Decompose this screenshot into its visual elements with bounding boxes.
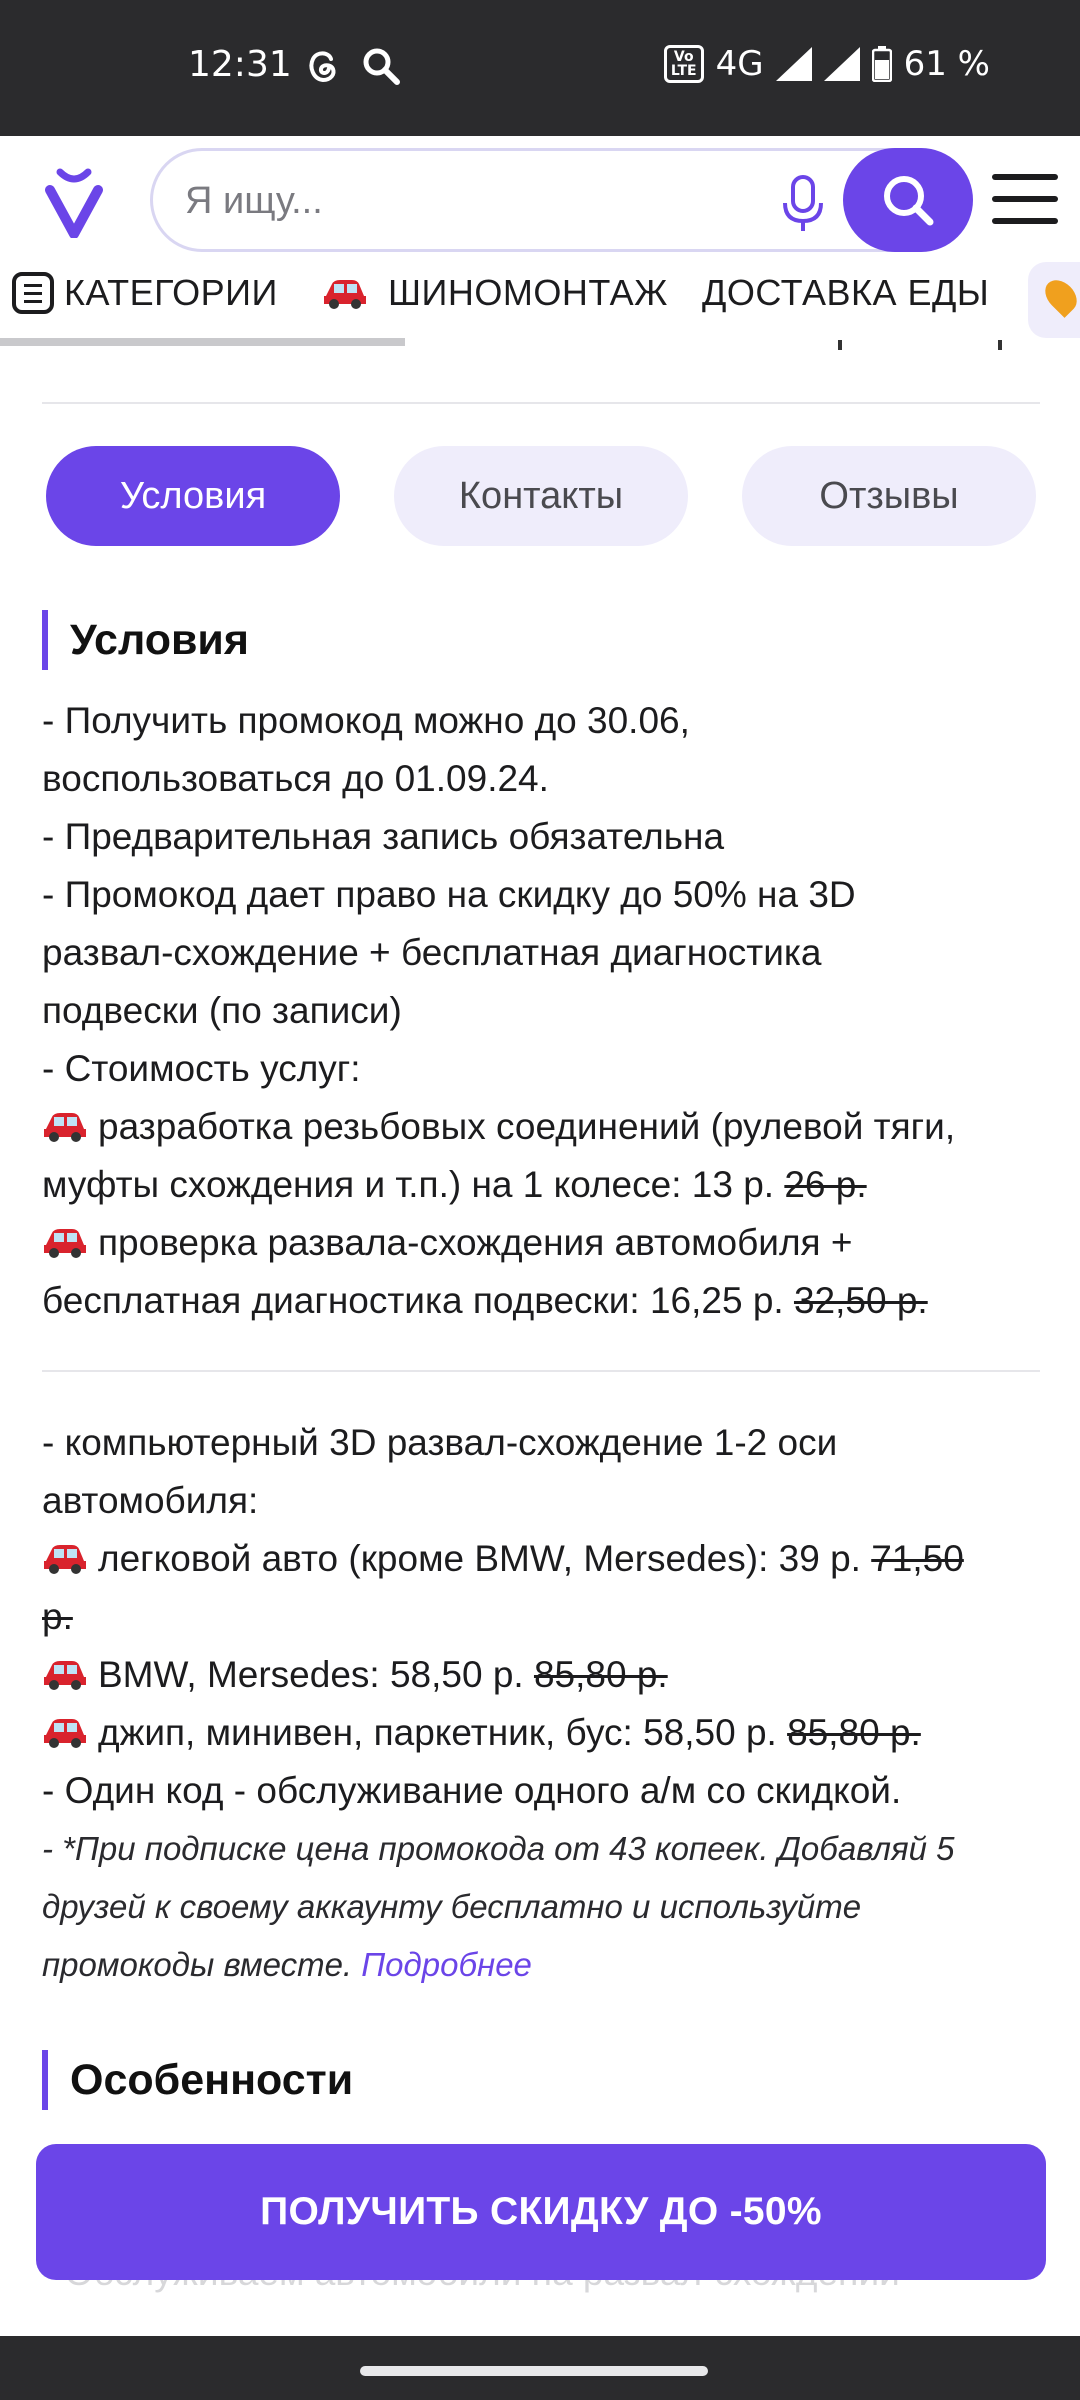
hamburger-menu-icon[interactable] <box>992 174 1058 228</box>
service-item <box>42 1098 1042 1156</box>
car-icon <box>42 1225 88 1259</box>
old-price: 85,80 р. <box>533 1654 668 1695</box>
car-icon <box>322 276 368 310</box>
app-header <box>0 136 1080 266</box>
more-link[interactable]: Подробнее <box>361 1946 532 1983</box>
note-text: промокоды вместе. <box>42 1946 362 1983</box>
tab-conditions[interactable]: Условия <box>46 446 340 546</box>
subscription-note: друзей к своему аккаунту бесплатно и используйте <box>42 1888 862 1925</box>
list-icon <box>12 272 54 314</box>
status-bar <box>0 0 1080 136</box>
service-text: проверка развала-схождения автомобиля + <box>98 1222 853 1263</box>
location-pin-icon <box>1039 274 1080 318</box>
pricing-line: автомобиля: <box>42 1480 259 1521</box>
service-item <box>42 1214 1042 1272</box>
system-nav-bar <box>0 2336 1080 2400</box>
price-item <box>42 1646 1042 1704</box>
condition-line: подвески (по записи) <box>42 990 402 1031</box>
service-text: разработка резьбовых соединений (рулевой тяги, <box>98 1106 956 1147</box>
condition-line: - Получить промокод можно до 30.06, <box>42 700 690 741</box>
price-item <box>42 1704 1042 1762</box>
pricing-line: - компьютерный 3D развал-схождение 1-2 оси <box>42 1422 838 1463</box>
home-gesture-handle[interactable] <box>360 2366 708 2376</box>
horizontal-scroll-indicator <box>0 338 405 346</box>
condition-line: воспользоваться до 01.09.24. <box>42 758 549 799</box>
category-food-delivery[interactable] <box>702 272 989 314</box>
status-left-icons <box>305 46 401 86</box>
service-item-cont <box>42 1156 1042 1214</box>
category-promo-chip[interactable] <box>1028 262 1080 338</box>
subscription-note <box>42 1936 1042 1994</box>
car-icon <box>42 1109 88 1143</box>
pricing-line: - Один код - обслуживание одного а/м со скидкой. <box>42 1770 902 1811</box>
condition-line: - Стоимость услуг: <box>42 1048 361 1089</box>
category-tire-service[interactable] <box>322 272 668 314</box>
logo-icon[interactable] <box>44 166 104 238</box>
price-text: легковой авто (кроме BMW, Mersedes): 39 р. <box>98 1538 872 1579</box>
conditions-title: Условия <box>42 610 249 670</box>
battery-level: 61 % <box>903 44 990 84</box>
service-price: бесплатная диагностика подвески: 16,25 р. <box>42 1280 794 1321</box>
signal-icon <box>776 47 812 81</box>
service-price: муфты схождения и т.п.) на 1 колесе: 13 р. <box>42 1164 785 1205</box>
old-price: 32,50 р. <box>793 1280 928 1321</box>
volte-icon: Vo LTE <box>664 45 704 83</box>
price-text: джип, минивен, паркетник, бус: 58,50 р. <box>98 1712 788 1753</box>
car-icon <box>42 1657 88 1691</box>
category-label: КАТЕГОРИИ <box>64 272 278 313</box>
price-item-cont <box>42 1588 1042 1646</box>
search-icon <box>361 46 401 86</box>
status-time: 12:31 <box>188 44 292 85</box>
category-label: ДОСТАВКА ЕДЫ <box>702 272 990 313</box>
search-icon <box>880 172 936 228</box>
search-button[interactable] <box>843 148 973 252</box>
car-icon <box>42 1541 88 1575</box>
get-discount-button[interactable]: ПОЛУЧИТЬ СКИДКУ ДО -50% <box>36 2144 1046 2280</box>
old-price: 71,50 <box>871 1538 964 1579</box>
conditions-text <box>42 692 1042 1330</box>
tab-contacts[interactable]: Контакты <box>394 446 688 546</box>
category-catalog[interactable] <box>12 272 278 314</box>
divider <box>42 402 1040 404</box>
search-bar <box>150 148 970 252</box>
condition-line: развал-схождение + бесплатная диагностика <box>42 932 822 973</box>
features-title: Особенности <box>42 2050 353 2110</box>
price-text: BMW, Mersedes: 58,50 р. <box>98 1654 534 1695</box>
search-input[interactable] <box>185 173 725 229</box>
category-label: ШИНОМОНТАЖ <box>388 272 668 313</box>
battery-icon <box>872 46 892 82</box>
condition-line: - Промокод дает право на скидку до 50% на 3D <box>42 874 856 915</box>
old-price: 26 р. <box>784 1164 867 1205</box>
service-item-cont <box>42 1272 1042 1330</box>
network-type: 4G <box>715 44 764 84</box>
old-price: 85,80 р. <box>787 1712 921 1753</box>
clipped-content <box>838 340 1008 354</box>
threads-icon <box>305 47 341 85</box>
condition-line: - Предварительная запись обязательна <box>42 816 725 857</box>
subscription-note: - *При подписке цена промокода от 43 копеек. Добавляй 5 <box>42 1830 955 1867</box>
status-right <box>664 44 990 84</box>
microphone-icon[interactable] <box>773 171 833 235</box>
tab-reviews[interactable]: Отзывы <box>742 446 1036 546</box>
price-item <box>42 1530 1042 1588</box>
car-icon <box>42 1715 88 1749</box>
tab-bar <box>46 446 1046 546</box>
pricing-text <box>42 1414 1042 1994</box>
signal-icon-2 <box>824 47 860 81</box>
old-price: р. <box>42 1596 73 1637</box>
divider <box>42 1370 1040 1372</box>
